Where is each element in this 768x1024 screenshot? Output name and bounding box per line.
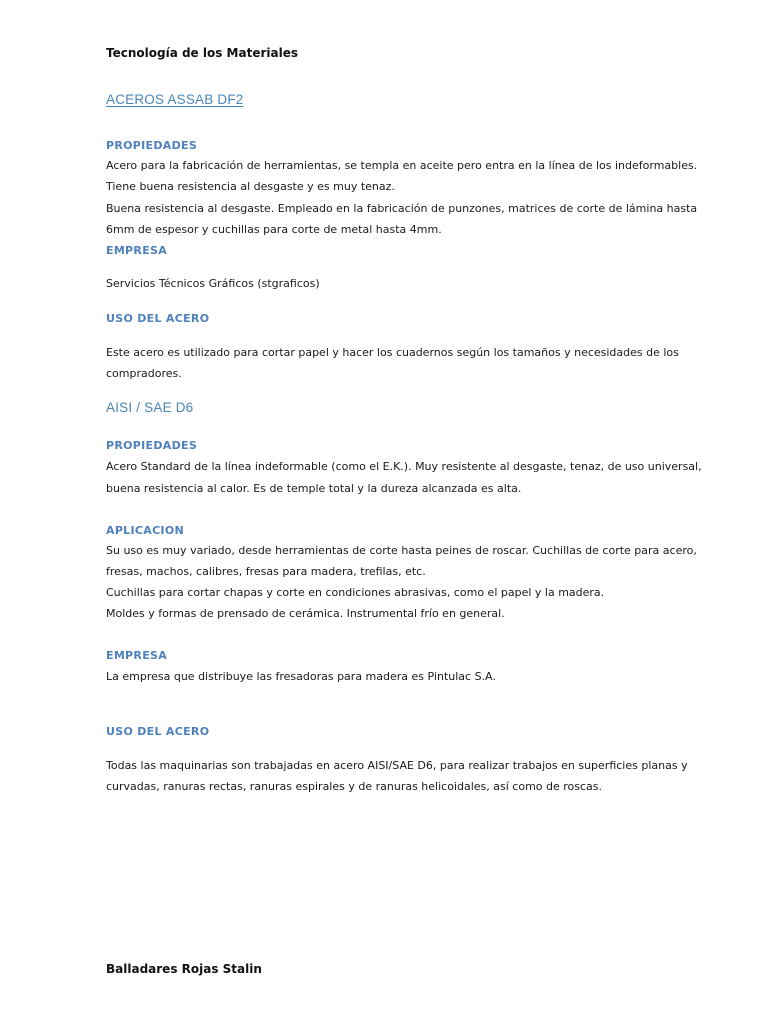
page-header: Tecnología de los Materiales bbox=[106, 46, 298, 60]
paragraph-line: Su uso es muy variado, desde herramientas de corte hasta peines de roscar. Cuchillas de corte para acero, bbox=[106, 544, 697, 557]
paragraph-line: fresas, machos, calibres, fresas para madera, trefilas, etc. bbox=[106, 565, 426, 578]
heading-uso-del-acero-1: USO DEL ACERO bbox=[106, 312, 210, 325]
section-title-aceros-assab: ACEROS ASSAB DF2 bbox=[106, 92, 244, 107]
paragraph-line: 6mm de espesor y cuchillas para corte de metal hasta 4mm. bbox=[106, 223, 442, 236]
paragraph-line: Acero para la fabricación de herramientas, se templa en aceite pero entra en la línea de los indeformables. bbox=[106, 159, 698, 172]
paragraph-line: compradores. bbox=[106, 367, 182, 380]
paragraph-line: Cuchillas para cortar chapas y corte en condiciones abrasivas, como el papel y la madera. bbox=[106, 586, 605, 599]
paragraph-line: curvadas, ranuras rectas, ranuras espirales y de ranuras helicoidales, así como de roscas. bbox=[106, 780, 603, 793]
page-footer: Balladares Rojas Stalin bbox=[106, 962, 262, 976]
paragraph-line: buena resistencia al calor. Es de temple total y la dureza alcanzada es alta. bbox=[106, 482, 522, 495]
heading-propiedades-2: PROPIEDADES bbox=[106, 439, 198, 452]
paragraph-line: Todas las maquinarias son trabajadas en acero AISI/SAE D6, para realizar trabajos en superficies planas y bbox=[106, 759, 688, 772]
paragraph-line: Servicios Técnicos Gráficos (stgraficos) bbox=[106, 277, 320, 290]
heading-aplicacion: APLICACION bbox=[106, 524, 184, 537]
paragraph-line: La empresa que distribuye las fresadoras para madera es Pintulac S.A. bbox=[106, 670, 496, 683]
heading-empresa-2: EMPRESA bbox=[106, 649, 168, 662]
paragraph-line: Acero Standard de la línea indeformable (como el E.K.). Muy resistente al desgaste, tenaz, de uso universal, bbox=[106, 460, 702, 473]
paragraph-line: Tiene buena resistencia al desgaste y es muy tenaz. bbox=[106, 180, 395, 193]
section-title-aisi-sae-d6: AISI / SAE D6 bbox=[106, 400, 194, 415]
heading-empresa-1: EMPRESA bbox=[106, 244, 168, 257]
paragraph-line: Este acero es utilizado para cortar papel y hacer los cuadernos según los tamaños y necesidades de los bbox=[106, 346, 679, 359]
heading-uso-del-acero-2: USO DEL ACERO bbox=[106, 725, 210, 738]
paragraph-line: Moldes y formas de prensado de cerámica. Instrumental frío en general. bbox=[106, 607, 505, 620]
heading-propiedades-1: PROPIEDADES bbox=[106, 139, 198, 152]
paragraph-line: Buena resistencia al desgaste. Empleado en la fabricación de punzones, matrices de corte de lámina hasta bbox=[106, 202, 698, 215]
